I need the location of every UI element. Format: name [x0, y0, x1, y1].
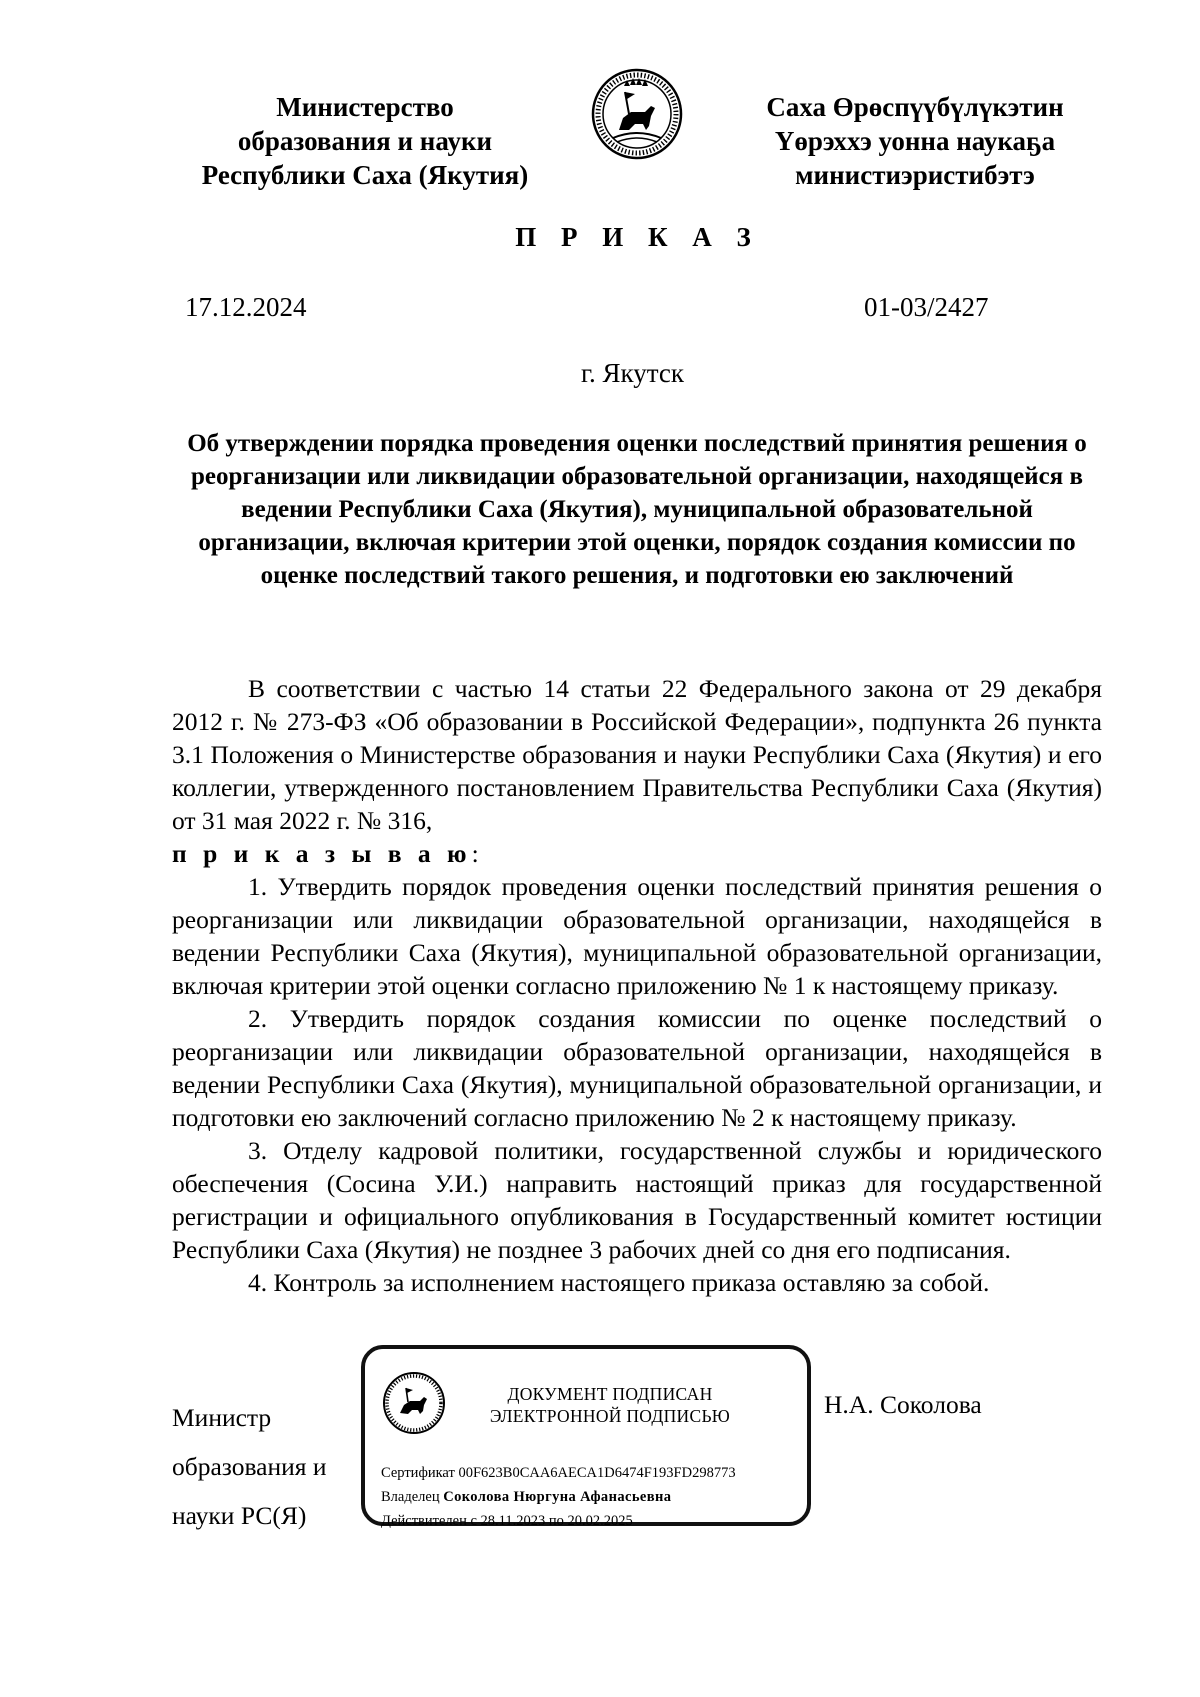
document-number: 01-03/2427 [864, 292, 989, 322]
ministry-name-line: Саха Өрөспүүбүлүкэтин [766, 92, 1064, 122]
stamp-heading-line: ЭЛЕКТРОННОЙ ПОДПИСЬЮ [489, 1406, 731, 1426]
document-body [172, 672, 1102, 1299]
preamble-paragraph: В соответствии с частью 14 статьи 22 Федерального закона от 29 декабря 2012 г. № 273-ФЗ «Об образовании в Российской Федерации», подпункта 26 пункта 3.1 Положения о Министерстве образования и науки Республики Саха (Якутия) и его коллегии, утвержденного постановлением Правительства Республики Саха (Якутия) от 31 мая 2022 г. № 316, [172, 674, 1102, 835]
emblem-icon [591, 68, 683, 160]
order-item: 2. Утвердить порядок создания комиссии по оценке последствий о реорганизации или ликвидации образовательной организации, находящейся в ведении Республики Саха (Якутия), муниципальной образовательной организации, и подготовки ею заключений согласно приложению № 2 к настоящему приказу. [172, 1004, 1102, 1132]
stamp-heading [475, 1383, 745, 1427]
stamp-certificate-value: 00F623B0CAA6AECA1D6474F193FD298773 [458, 1465, 736, 1481]
stamp-validity-from-prefix: с [470, 1513, 477, 1529]
stamp-owner-value: Соколова Нюргуна Афанасьевна [443, 1489, 672, 1505]
order-colon: : [471, 839, 479, 868]
stamp-heading-line: ДОКУМЕНТ ПОДПИСАН [507, 1384, 713, 1404]
stamp-details [381, 1461, 736, 1533]
document-type: П Р И К А З [515, 222, 760, 252]
stamp-validity-label: Действителен [381, 1513, 467, 1529]
signer-title [172, 1393, 327, 1540]
stamp-validity-from: 28.11.2023 [480, 1513, 546, 1529]
stamp-validity [381, 1509, 736, 1533]
stamp-certificate-label: Сертификат [381, 1465, 455, 1481]
document-date: 17.12.2024 [185, 292, 307, 322]
digital-signature-stamp [361, 1345, 811, 1529]
document-title: Об утверждении порядка проведения оценки последствий принятия решения о реорганизации или ликвидации образовательной организации, находящейся в ведении Республики Саха (Якутия), муниципальной образовательной организации, включая критерии этой оценки, порядок создания комиссии по оценке последствий такого решения, и подготовки ею заключений [187, 430, 1087, 589]
signer-title-line: Министр [172, 1403, 272, 1432]
order-item: 4. Контроль за исполнением настоящего приказа оставляю за собой. [248, 1268, 990, 1297]
stamp-emblem-icon [382, 1371, 446, 1435]
document-city: г. Якутск [580, 358, 684, 388]
ministry-name-sakha [745, 90, 1085, 192]
signer-name: Н.А. Соколова [824, 1390, 982, 1419]
stamp-certificate [381, 1461, 736, 1485]
ministry-name-line: Министерство [276, 92, 454, 122]
order-item: 1. Утвердить порядок проведения оценки последствий принятия решения о реорганизации или ликвидации образовательной организации, находящейся в ведении Республики Саха (Якутия), муниципальной образовательной организации, включая критерии этой оценки согласно приложению № 1 к настоящему приказу. [172, 872, 1102, 1000]
signer-title-line: образования и [172, 1452, 327, 1481]
stamp-owner-label: Владелец [381, 1489, 440, 1505]
ministry-name-line: Республики Саха (Якутия) [201, 160, 529, 190]
stamp-owner [381, 1485, 736, 1509]
stamp-validity-to: 20.02.2025 [567, 1513, 633, 1529]
ministry-name-line: образования и науки [237, 126, 493, 156]
order-line [172, 837, 1102, 870]
ministry-name-line: Үөрэххэ уонна наукаҕа [774, 126, 1056, 156]
signer-title-line: науки РС(Я) [172, 1501, 307, 1530]
ministry-name-line: министиэристибэтэ [795, 160, 1035, 190]
stamp-validity-to-prefix: по [548, 1513, 564, 1529]
ministry-name-ru [175, 90, 555, 192]
order-item: 3. Отделу кадровой политики, государственной службы и юридического обеспечения (Сосина У.И.) направить настоящий приказ для государственной регистрации и официального опубликования в Государственный комитет юстиции Республики Саха (Якутия) не позднее 3 рабочих дней со дня его подписания. [172, 1136, 1102, 1264]
order-word: п р и к а з ы в а ю [172, 839, 472, 868]
